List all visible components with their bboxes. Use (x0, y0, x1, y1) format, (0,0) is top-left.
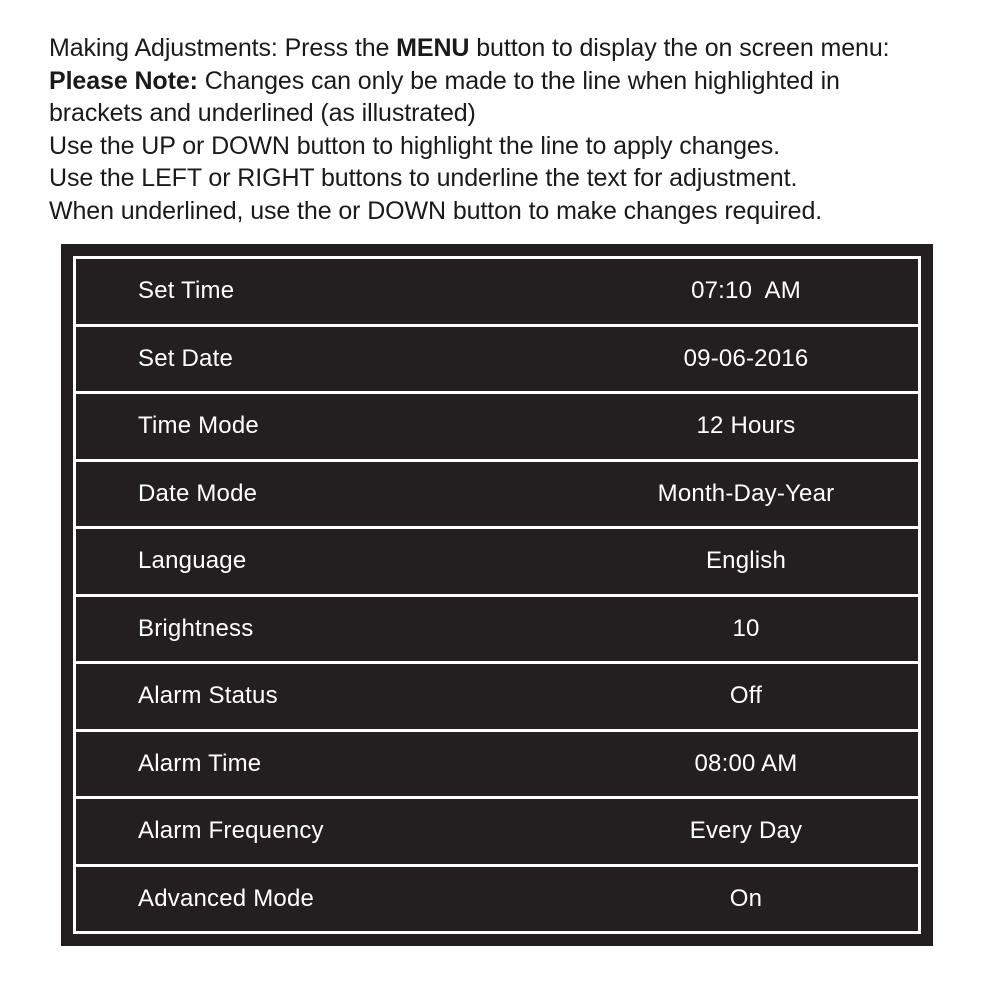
menu-label: Alarm Status (138, 682, 278, 710)
menu-label: Advanced Mode (138, 884, 315, 912)
instruction-line-brackets: brackets and underlined (as illustrated) (49, 99, 476, 127)
menu-row-language[interactable] (76, 529, 918, 594)
instruction-line-menu (49, 32, 989, 65)
menu-row-advanced-mode[interactable] (76, 867, 918, 932)
instruction-text: Making Adjustments: Press the (49, 34, 397, 62)
instruction-line-note (49, 65, 989, 98)
menu-value: 09-06-2016 (683, 344, 809, 372)
instruction-line-left-right: Use the LEFT or RIGHT buttons to underline the text for adjustment. (49, 164, 798, 192)
menu-value: English (705, 547, 787, 575)
menu-row-set-date[interactable] (76, 327, 918, 392)
menu-row-alarm-time[interactable] (76, 732, 918, 797)
menu-value: Month-Day-Year (657, 479, 835, 507)
note-keyword: Please Note: (49, 66, 198, 95)
instruction-text: Changes can only be made to the line when highlighted in (197, 66, 840, 95)
menu-label: Time Mode (138, 412, 259, 440)
menu-row-alarm-frequency[interactable] (76, 799, 918, 864)
menu-value: Every Day (689, 817, 803, 845)
menu-keyword: MENU (396, 34, 470, 62)
menu-label: Language (138, 547, 247, 575)
menu-label: Set Date (138, 344, 233, 372)
menu-row-set-time[interactable] (76, 259, 918, 324)
menu-value: On (729, 884, 763, 912)
menu-value: 12 Hours (696, 412, 796, 440)
menu-label: Alarm Frequency (138, 817, 324, 845)
on-screen-menu (61, 244, 933, 946)
instruction-line-underlined: When underlined, use the or DOWN button to make changes required. (49, 196, 823, 225)
menu-row-alarm-status[interactable] (76, 664, 918, 729)
menu-row-time-mode[interactable] (76, 394, 918, 459)
menu-row-brightness[interactable] (76, 597, 918, 662)
menu-row-date-mode[interactable] (76, 462, 918, 527)
menu-value: 10 (732, 614, 760, 642)
menu-label: Brightness (138, 614, 254, 642)
menu-list (73, 256, 921, 934)
instructions-text (49, 32, 989, 227)
instruction-text: button to display the on screen menu: (469, 34, 890, 62)
menu-value: 07:10 AM (691, 277, 801, 305)
menu-value: 08:00 AM (694, 749, 798, 777)
instruction-line-up-down: Use the UP or DOWN button to highlight the line to apply changes. (49, 131, 780, 160)
menu-label: Alarm Time (138, 749, 262, 777)
menu-value: Off (729, 682, 763, 710)
menu-label: Date Mode (138, 479, 258, 507)
menu-label: Set Time (138, 277, 235, 305)
